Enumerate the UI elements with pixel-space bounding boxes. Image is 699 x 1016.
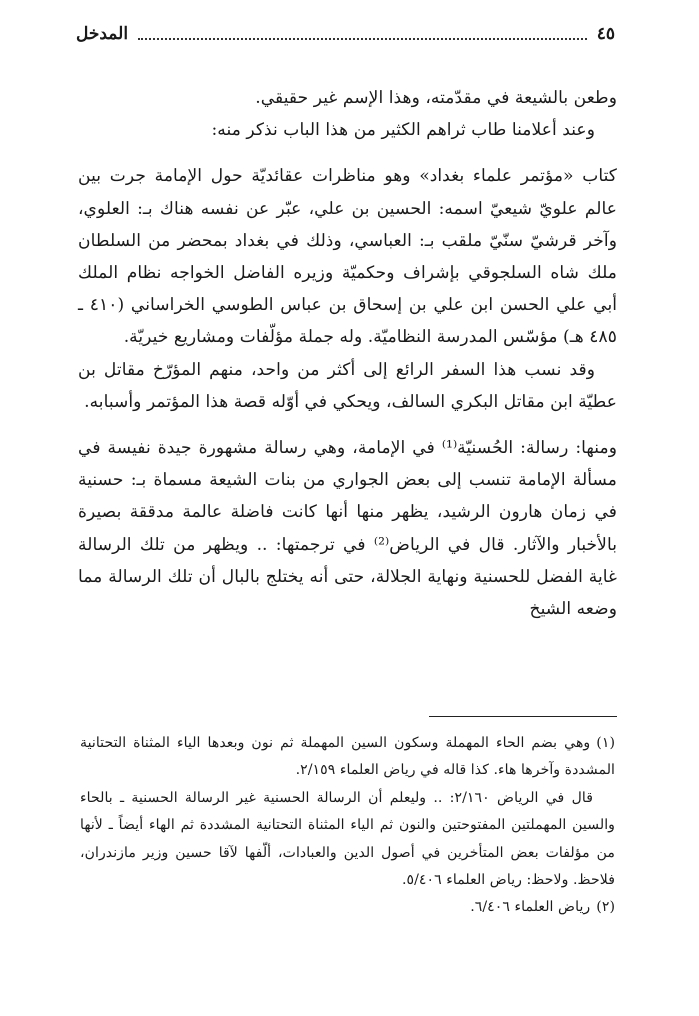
footnote-1-continued: قال في الرياض ٢/١٦٠: .. وليعلم أن الرسالة الحسنية غير الرسالة الحسنية ـ بالحاء والسين المهملتين المفتوحتين والنون ثم الياء المثناة التحتانية المشددة ثم الهاء أيضاً ـ لأنها من مؤلفات بعض المتأخرين في أصول الدين والعبادات، ألّفها لآقا حسين وزير مازندران، فلاحظ. ولاحظ: رياض العلماء ٥/٤٠٦. <box>80 789 615 889</box>
paragraph: وقد نسب هذا السفر الرائع إلى أكثر من واحد، منهم المؤرّخ مقاتل بن عطيّة ابن مقاتل البكري السالف، ويحكي في أوّله قصة هذا المؤتمر وأسبابه. <box>78 359 617 412</box>
footnotes <box>80 730 615 922</box>
footnote-number: (٢) <box>596 899 615 916</box>
footnote-text: رياض العلماء ٦/٤٠٦. <box>470 899 591 916</box>
footnote-1 <box>80 730 615 785</box>
chapter-title: المدخل <box>76 24 129 44</box>
main-text <box>78 82 617 625</box>
paragraph: وطعن بالشيعة في مقدّمته، وهذا الإسم غير حقيقي. <box>255 88 617 108</box>
running-header <box>76 24 615 44</box>
leader-dots <box>138 38 587 40</box>
paragraph: ومنها: رسالة: الحُسنيّة⁽¹⁾ في الإمامة، وهي رسالة مشهورة جيدة نفيسة في مسألة الإمامة تنسب إلى بعض الجواري من بنات الشيعة مسماة بـ: حسنية في زمان هارون الرشيد، يظهر منها أنها كانت فاضلة عالمة مدققة بصيرة بالأخبار والآثار. قال في الرياض⁽²⁾ في ترجمتها: .. ويظهر من تلك الرسالة غاية الفضل للحسنية ونهاية الجلالة، حتى أنه يختلج بالبال أن تلك الرسالة مما وضعه الشيخ <box>78 438 618 620</box>
footnote-number: (١) <box>596 735 615 751</box>
paragraph: وعند أعلامنا طاب ثراهم الكثير من هذا الباب نذكر منه: <box>211 120 595 141</box>
footnote-text: وهي بضم الحاء المهملة وسكون السين المهملة ثم نون وبعدها الياء المثناة التحتانية المشددة وآخرها هاء. كذا قاله في رياض العلماء ٢/١٥٩. <box>80 735 615 779</box>
footnote-separator <box>429 716 617 717</box>
paragraph: كتاب «مؤتمر علماء بغداد» وهو مناظرات عقائديّة حول الإمامة جرت بين عالم علويّ شيعيّ اسمه: الحسين بن علي، عبّر عن نفسه هناك بـ: العلوي، وآخر قرشيّ سنّيّ ملقب بـ: العباسي، وذلك في بغداد بمحضر من السلطان ملك شاه السلجوقي بإشراف وحكميّة وزيره الفاضل الخواجه نظام الملك أبي علي الحسن ابن علي بن إسحاق بن عباس الطوسي الخراساني (٤١٠ ـ ٤٨٥ هـ) مؤسّس المدرسة النظاميّة. وله جملة مؤلّفات ومشاريع خيريّة. <box>78 166 617 348</box>
page-number: ٤٥ <box>596 24 615 44</box>
footnote-2 <box>80 894 615 921</box>
